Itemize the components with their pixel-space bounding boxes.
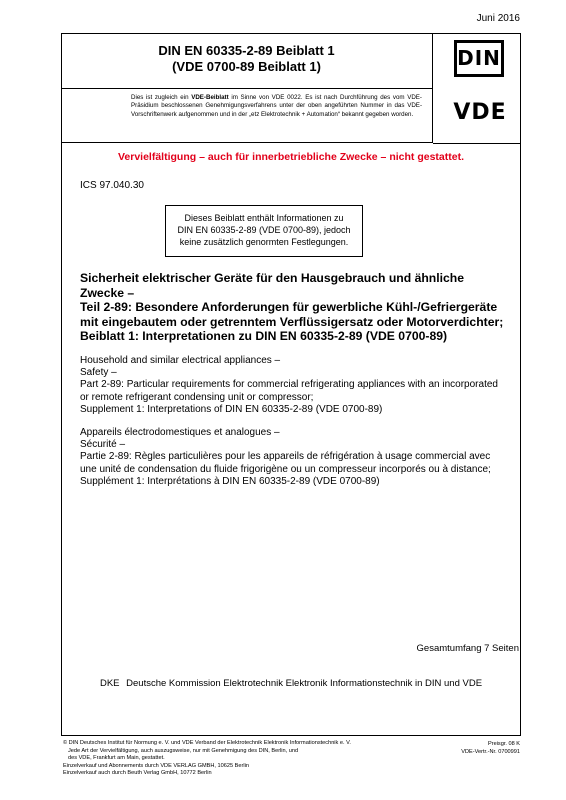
price-group: Preisgr. 08 K [487, 741, 520, 747]
total-pages: Gesamtumfang 7 Seiten [416, 643, 519, 654]
footer-line: Jede Art der Vervielfältigung, auch auszugsweise, nur mit Genehmigung des DIN, Berlin, und [68, 747, 299, 754]
info-box [165, 205, 363, 257]
document-number: DIN EN 60335-2-89 Beiblatt 1 [158, 43, 335, 58]
dke-abbr: DKE [99, 678, 120, 689]
header-divider [433, 143, 521, 144]
vde-logo: VDE [453, 100, 507, 125]
title-en-line: Part 2-89: Particular requirements for commercial refrigerating appliances with an incorporated [80, 379, 498, 391]
footer-line: © DIN Deutsches Institut für Normung e. V. und VDE Verband der Elektrotechnik Elektronik Informationstechnik e. V. [63, 740, 351, 746]
title-en-line: Household and similar electrical appliances – [80, 355, 281, 366]
title-de-line: mit eingebautem oder getrenntem Verflüssigersatz oder Motorverdichter; [80, 314, 504, 329]
copy-warning: Vervielfältigung – auch für innerbetriebliche Zwecke – nicht gestattet. [117, 151, 464, 163]
title-english [80, 355, 520, 416]
dke-line [61, 678, 521, 689]
issue-date: Juni 2016 [476, 13, 520, 24]
ics-code: ICS 97.040.30 [80, 180, 144, 191]
title-fr-line: Sécurité – [80, 439, 126, 451]
title-en-line: Safety – [80, 367, 117, 379]
info-box-line: Dieses Beiblatt enthält Informationen zu [184, 213, 344, 223]
title-french [80, 427, 520, 488]
title-de-line: Beiblatt 1: Interpretationen zu DIN EN 60335-2-89 (VDE 0700-89) [80, 329, 448, 343]
title-en-line: Supplement 1: Interpretations of DIN EN 60335-2-89 (VDE 0700-89) [80, 403, 383, 415]
price-footer [461, 741, 520, 756]
title-fr-line: Appareils électrodomestiques et analogues – [80, 427, 280, 438]
vde-note-pre: Dies ist zugleich ein [131, 94, 192, 101]
vde-classification: (VDE 0700-89 Beiblatt 1) [172, 59, 321, 74]
title-fr-line: Partie 2-89: Règles particulières pour les appareils de réfrigération à usage commercial avec [80, 451, 491, 463]
copyright-footer [63, 740, 423, 778]
info-box-line: keine zusätzlich genormten Festlegungen. [179, 237, 349, 247]
title-german [80, 271, 520, 344]
title-de-line: Zwecke – [80, 285, 135, 300]
vde-note-post: im Sinne von VDE 0022. Es ist nach Durchführung des vom VDE-Präsidium beschlossenen Genehmigungsverfahrens unter der oben angeführten Nummer in das VDE-Vorschriftenwerk aufgenommen und in der „etz Elektrotechnik + Automation“ bekannt gegeben worden. [131, 94, 422, 118]
title-de-line: Sicherheit elektrischer Geräte für den Hausgebrauch und ähnliche [80, 271, 465, 285]
footer-line: Einzelverkauf auch durch Beuth Verlag GmbH, 10772 Berlin [63, 770, 212, 777]
din-logo [454, 40, 504, 77]
header-title-block [61, 33, 433, 89]
vde-order-number: VDE-Vertr.-Nr. 0700991 [461, 748, 520, 755]
din-logo-text: DIN [457, 46, 501, 70]
title-en-line: or remote refrigerant condensing unit or compressor; [80, 391, 314, 403]
vde-note [61, 89, 433, 143]
title-de-line: Teil 2-89: Besondere Anforderungen für gewerbliche Kühl-/Gefriergeräte [80, 300, 498, 314]
vde-note-bold: VDE-Beiblatt [191, 94, 229, 101]
title-fr-line: une unité de condensation du fluide frigorigène ou un compresseur incorporés ou à distance; [80, 463, 491, 475]
title-fr-line: Supplément 1: Interprétations à DIN EN 60335-2-89 (VDE 0700-89) [80, 475, 380, 487]
info-box-line: DIN EN 60335-2-89 (VDE 0700-89), jedoch [177, 225, 351, 235]
footer-line: des VDE, Frankfurt am Main, gestattet. [68, 755, 165, 762]
dke-name: Deutsche Kommission Elektrotechnik Elektronik Informationstechnik in DIN und VDE [126, 678, 483, 689]
footer-line: Einzelverkauf und Abonnements durch VDE VERLAG GMBH, 10625 Berlin [63, 762, 249, 769]
